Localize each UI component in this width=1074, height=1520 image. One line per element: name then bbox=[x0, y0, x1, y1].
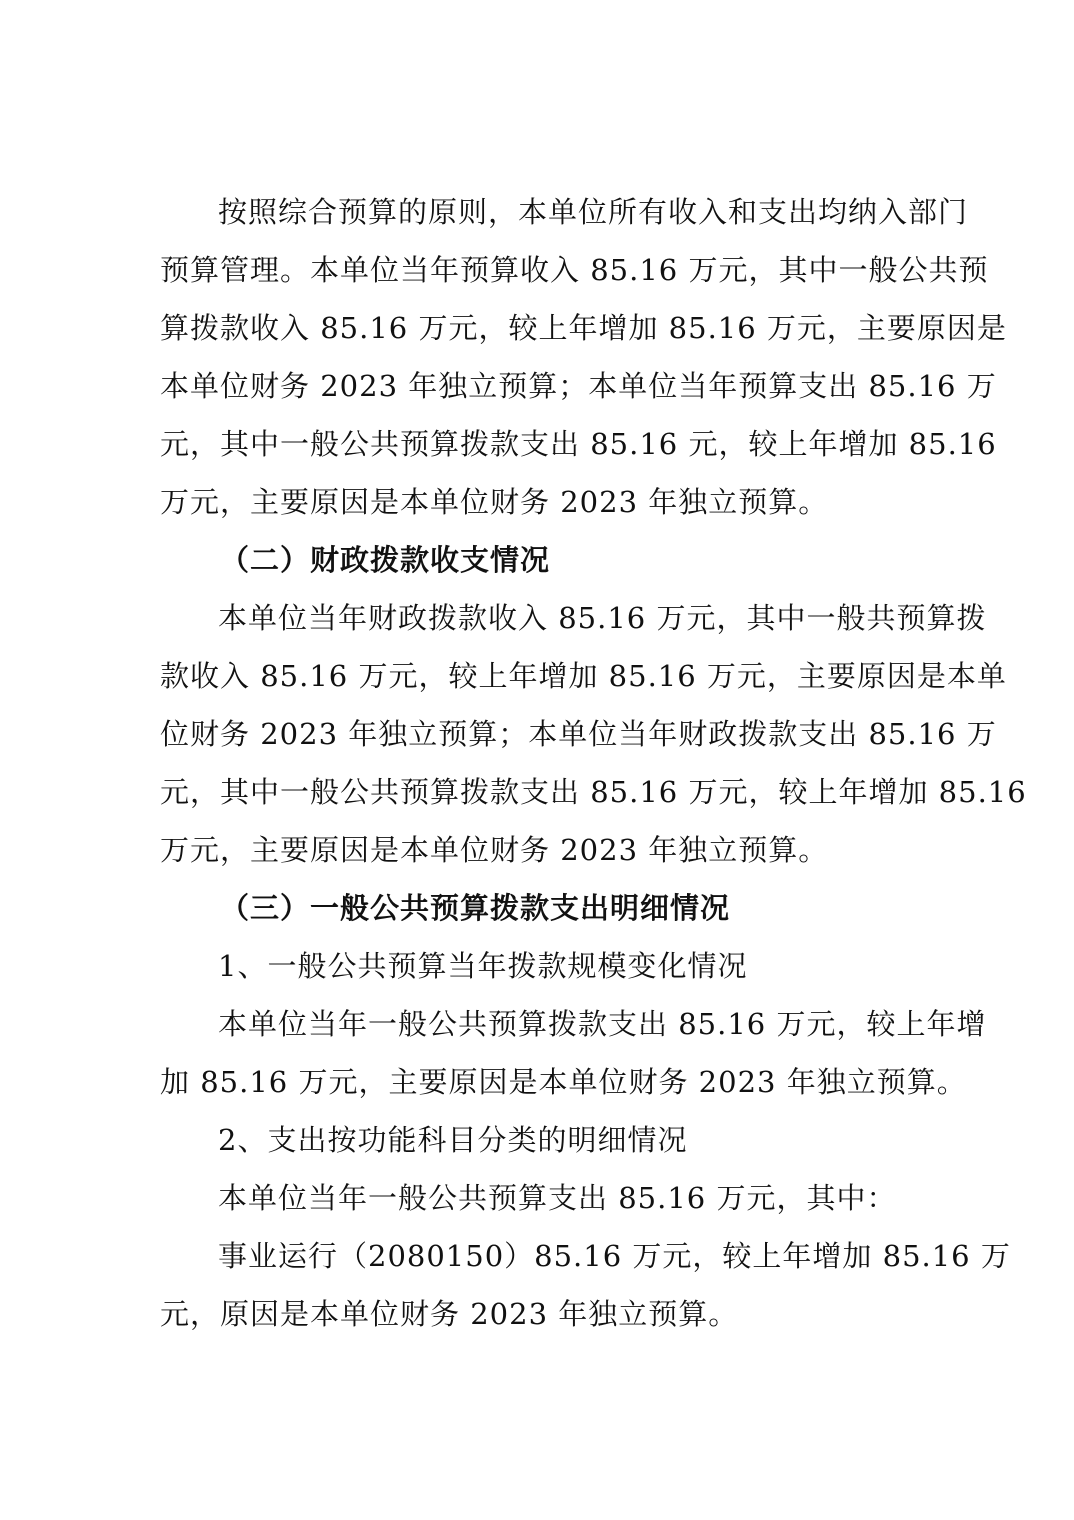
paragraph-line: 算拨款收入 85.16 万元，较上年增加 85.16 万元，主要原因是 bbox=[160, 311, 1007, 345]
paragraph-line: 万元，主要原因是本单位财务 2023 年独立预算。 bbox=[160, 833, 829, 867]
paragraph-line: 本单位当年一般公共预算拨款支出 85.16 万元，较上年增 bbox=[218, 1007, 987, 1041]
paragraph-line: 加 85.16 万元，主要原因是本单位财务 2023 年独立预算。 bbox=[160, 1065, 967, 1099]
section-heading: （三）一般公共预算拨款支出明细情况 bbox=[220, 891, 731, 925]
paragraph-line: 万元，主要原因是本单位财务 2023 年独立预算。 bbox=[160, 485, 829, 519]
paragraph-line: 按照综合预算的原则，本单位所有收入和支出均纳入部门 bbox=[218, 195, 969, 229]
section-heading: （二）财政拨款收支情况 bbox=[220, 543, 551, 577]
paragraph-line: 款收入 85.16 万元，较上年增加 85.16 万元，主要原因是本单 bbox=[160, 659, 1007, 693]
paragraph-line: 元，其中一般公共预算拨款支出 85.16 元，较上年增加 85.16 bbox=[160, 427, 997, 461]
paragraph-line: 预算管理。本单位当年预算收入 85.16 万元，其中一般公共预 bbox=[160, 253, 989, 287]
document-page bbox=[160, 183, 1027, 1343]
paragraph-line: 元，原因是本单位财务 2023 年独立预算。 bbox=[160, 1297, 739, 1331]
paragraph-line: 位财务 2023 年独立预算；本单位当年财政拨款支出 85.16 万 bbox=[160, 717, 997, 751]
paragraph-line: 本单位财务 2023 年独立预算；本单位当年预算支出 85.16 万 bbox=[160, 369, 997, 403]
subsection-heading: 2、支出按功能科目分类的明细情况 bbox=[218, 1123, 688, 1157]
paragraph-line: 本单位当年一般公共预算支出 85.16 万元，其中： bbox=[218, 1181, 897, 1215]
paragraph-line: 本单位当年财政拨款收入 85.16 万元，其中一般共预算拨 bbox=[218, 601, 987, 635]
paragraph-line: 元，其中一般公共预算拨款支出 85.16 万元，较上年增加 85.16 bbox=[160, 775, 1027, 809]
subsection-heading: 1、一般公共预算当年拨款规模变化情况 bbox=[218, 949, 748, 983]
paragraph-line: 事业运行（2080150）85.16 万元，较上年增加 85.16 万 bbox=[218, 1239, 1011, 1273]
